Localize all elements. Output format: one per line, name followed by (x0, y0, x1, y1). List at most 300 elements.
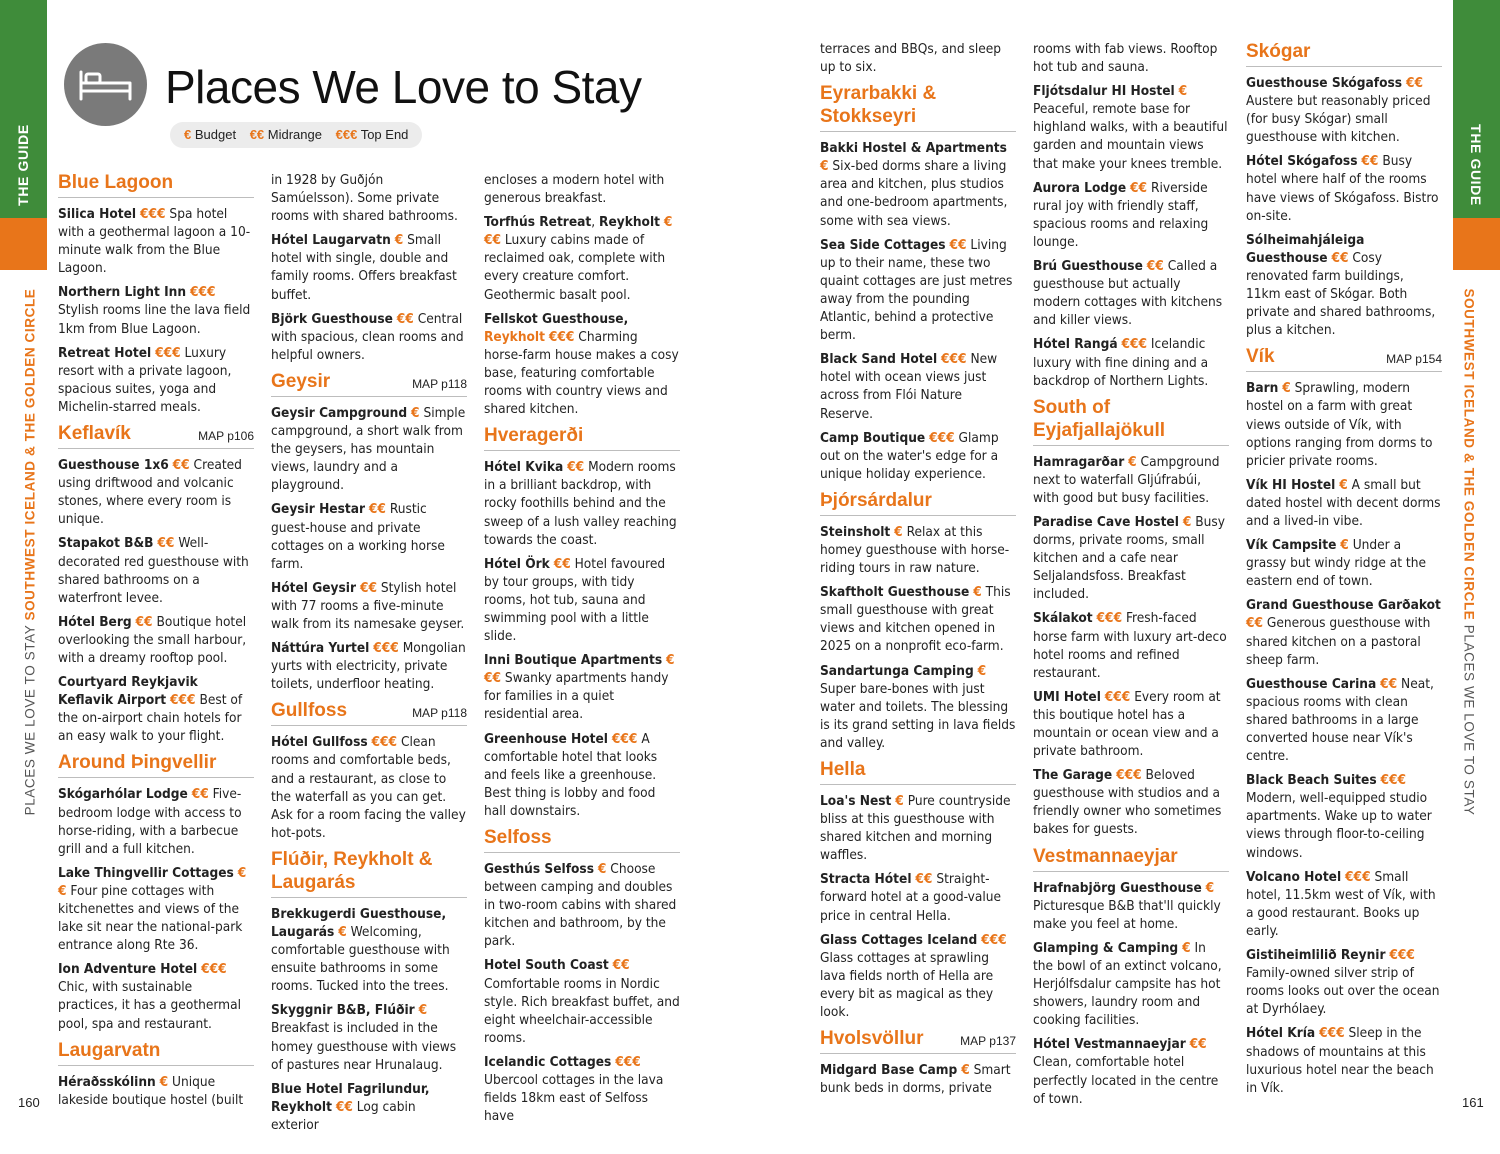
listing-name: Icelandic Cottages (484, 1053, 612, 1070)
listing-name: Black Sand Hotel (820, 351, 938, 368)
page-title: Places We Love to Stay (165, 61, 642, 113)
listing-description: Luxury cabins made of reclaimed oak, complete with every creature comfort. Geothermic basalt pool. (484, 232, 666, 303)
listing-name: Hótel Rangá (1033, 336, 1118, 353)
price-tier: €€€ (140, 206, 166, 222)
section-heading (58, 171, 254, 198)
listing-entry (271, 1080, 467, 1134)
section-heading (1033, 396, 1229, 446)
listing-name: Northern Light Inn (58, 284, 187, 301)
listing-entry (271, 1001, 467, 1073)
listing-entry (484, 555, 680, 645)
listing-name: Lake Thingvellir Cottages (58, 864, 234, 881)
listing-description: Every room at this boutique hotel has a mountain or ocean view and a private bathroom. (1033, 688, 1221, 760)
listing-description: Family-owned silver strip of rooms looks out over the ocean at Dyrhólaey. (1246, 965, 1440, 1018)
listing-entry (484, 458, 680, 548)
map-reference: MAP p137 (960, 1034, 1016, 1049)
page-number-right: 161 (1462, 1095, 1484, 1110)
listing-description: Charming horse-farm house makes a cosy base, featuring comfortable rooms with country views and shared kitchen. (484, 328, 679, 418)
price-tier: €€€ (941, 351, 967, 368)
price-tier: €€€ (484, 652, 675, 687)
listing-entry (820, 236, 1016, 345)
listing-description: Created using driftwood and volcanic stones, where every room is unique. (58, 457, 242, 528)
section-heading-text: Around Þingvellir (58, 752, 217, 774)
listing-name: Glamping & Camping (1033, 939, 1179, 956)
listing-name: Sea Side Cottages (820, 236, 946, 253)
price-tier: €€ (396, 310, 414, 327)
listing-entry (1033, 609, 1229, 681)
listing-entry: Torfhús Retreat, Reykholt €€€ Luxury cabins made of reclaimed oak, complete with every creature comfort. Geothermic basalt pool. (484, 214, 673, 303)
legend-topend-symbol: €€€ (335, 127, 358, 142)
listing-entry (271, 231, 467, 303)
running-head-prefix: PLACES WE LOVE TO STAY (1461, 624, 1477, 816)
legend-topend-label: Top End (360, 127, 409, 142)
listing-entry (58, 673, 254, 745)
listing-name: Glass Cottages Iceland (820, 931, 978, 948)
listing-name: Fellskot Guesthouse, (484, 310, 629, 327)
price-tier: € (977, 662, 987, 679)
listing-name: Hótel Gullfoss (271, 734, 368, 751)
map-reference: MAP p118 (412, 706, 467, 721)
continued-text: rooms with fab views. Rooftop hot tub and sauna. (1033, 41, 1218, 76)
price-tier: €€€ (1380, 772, 1407, 789)
price-tier: €€ (335, 1098, 353, 1115)
price-tier: € (1182, 513, 1192, 530)
listing-name: Aurora Lodge (1033, 179, 1127, 196)
price-legend (170, 122, 422, 148)
listing-entry (1033, 179, 1229, 251)
listing-description: Glamp out on the water's edge for a unique holiday experience. (820, 429, 999, 482)
listing-description: Four pine cottages with kitchenettes and views of the lake sit near the national-park entrance along Rte 36. (58, 882, 243, 954)
listing-name: Retreat Hotel (58, 344, 152, 361)
price-tier: €€ (1380, 675, 1398, 692)
price-tier: € (1128, 453, 1137, 470)
listing-name: Camp Boutique (820, 429, 926, 446)
listing-description: Beloved guesthouse with studios and a friendly owner who sometimes bakes for guests. (1033, 767, 1222, 838)
listing-name: Sólheimahjáleiga Guesthouse (1246, 231, 1365, 266)
price-tier: €€ (1130, 179, 1148, 196)
price-tier: €€€ (615, 1053, 641, 1070)
listing-description: In the bowl of an extinct volcano, Herjólfsdalur campsite has hot showers, laundry room and cooking facilities. (1033, 939, 1222, 1029)
listing-description: Modern rooms in a brilliant backdrop, with rocky foothills behind and the sweep of a lush valley reaching towards the coast. (484, 459, 677, 548)
listing-entry (484, 310, 680, 419)
listing-description: Central with spacious, clean rooms and helpful owners. (271, 310, 464, 363)
listing-description: Small hotel, 11.5km west of Vík, with a good restaurant. Books up early. (1246, 868, 1436, 939)
price-tier: € (894, 523, 903, 540)
listing-description: Neat, spacious rooms with clean shared bathrooms in a large converted house near Vík's centre. (1246, 675, 1434, 765)
listing-entry (58, 785, 254, 857)
listing-entry (820, 350, 1016, 422)
running-head-region: SOUTHWEST ICELAND & THE GOLDEN CIRCLE (1461, 288, 1477, 621)
price-tier: € (338, 924, 347, 940)
section-heading-text: Skógar (1246, 41, 1311, 62)
listing-description: Pure countryside bliss at this guesthouse with shared kitchen and morning waffles. (820, 793, 1011, 864)
section-heading (820, 489, 1016, 516)
listing-name: Geysir Hestar (271, 501, 366, 518)
listing-description: Choose between camping and doubles in two-room cabins with shared kitchen and bathroom, by the park. (484, 861, 677, 950)
listing-name: Hótel Skógafoss (1246, 153, 1358, 170)
listing-name: Silica Hotel (58, 206, 137, 222)
listing-name: Vík HI Hostel (1246, 476, 1336, 493)
listing-description: Chic, with sustainable practices, it has a geothermal pool, spa and restaurant. (58, 979, 241, 1032)
price-tier: € (973, 584, 982, 601)
listing-name: UMI Hotel (1033, 688, 1101, 705)
listing-description: New hotel with ocean views just across from Flói Nature Reserve. (820, 351, 998, 422)
section-heading (58, 422, 254, 449)
listing-name: Greenhouse Hotel (484, 730, 608, 747)
listing-description: Boutique hotel overlooking the small harbour, with a dreamy rooftop pool. (58, 613, 247, 666)
listing-name: Stracta Hótel (820, 871, 912, 888)
listing-description: Ubercool cottages in the lava fields 18km east of Selfoss have (484, 1072, 664, 1125)
price-tier: €€ (368, 501, 386, 518)
listing-name: Hamragarðar (1033, 453, 1125, 470)
listing-description: Clean, comfortable hotel perfectly located in the centre of town. (1033, 1054, 1219, 1107)
price-tier: €€€ (981, 931, 1007, 948)
section-heading-text: Hella (820, 759, 866, 780)
listing-entry (271, 639, 467, 693)
map-reference: MAP p106 (198, 429, 254, 444)
listing-entry (58, 205, 254, 277)
listing-description: Five-bedroom lodge with access to horse-riding, with a barbecue grill and a full kitchen. (58, 786, 242, 857)
listing-entry (271, 733, 467, 842)
section-heading-text: Blue Lagoon (58, 172, 174, 193)
price-tier: €€ (915, 871, 933, 888)
listing-name: Hótel Kría (1246, 1025, 1316, 1042)
listing-name: Björk Guesthouse (271, 310, 393, 327)
listing-entry (484, 956, 680, 1046)
listing-name: Náttúra Yurtel (271, 640, 370, 657)
listing-name: Paradise Cave Hostel (1033, 513, 1179, 530)
listing-name: Skaftholt Guesthouse (820, 584, 970, 601)
section-heading-text: Vestmannaeyjar (1033, 845, 1178, 867)
section-heading (820, 1027, 1016, 1054)
listing-description: Fresh-faced horse farm with luxury art-deco hotel rooms and refined restaurant. (1033, 610, 1227, 681)
listing-entry (820, 583, 1016, 655)
price-tier: € (394, 232, 404, 249)
listing-description: Sleep in the shadows of mountains at this luxurious hotel near the beach in Vík. (1246, 1025, 1434, 1096)
section-heading-text: South of Eyjafjallajökull (1033, 396, 1165, 441)
section-heading-text: Vík (1246, 346, 1275, 368)
listing-entry (58, 864, 254, 954)
price-tier: € (1205, 879, 1215, 896)
listing-location: Reykholt (484, 328, 545, 345)
listing-entry (271, 905, 467, 995)
listing-name: Inni Boutique Apartments (484, 652, 663, 669)
listing-name: Guesthouse Carina (1246, 675, 1377, 692)
column-4 (820, 40, 1016, 1103)
section-heading-text: Hvolsvöllur (820, 1028, 924, 1050)
map-reference: MAP p154 (1386, 352, 1442, 367)
listing-entry (58, 456, 254, 528)
price-tier: € (895, 793, 904, 809)
listing-description: Rustic guest-house and private cottages on a working horse farm. (271, 501, 445, 572)
listing-name: Midgard Base Camp (820, 1062, 958, 1079)
listing-description: Peaceful, remote base for highland walks, with a beautiful garden and mountain views that make your knees tremble. (1033, 101, 1228, 172)
listing-name: Hótel Berg (58, 613, 132, 630)
column-6 (1246, 40, 1442, 1103)
price-tier: €€€ (1116, 767, 1142, 784)
section-heading-text: Hveragerði (484, 425, 584, 447)
price-tier: €€ (1405, 75, 1424, 91)
listing-entry (820, 870, 1016, 924)
listing-name: Fljótsdalur HI Hostel (1033, 83, 1175, 100)
price-tier: €€€ (929, 429, 955, 446)
price-tier: €€€ (170, 692, 196, 709)
listing-name: Gistiheimlilið Reynir (1246, 947, 1386, 964)
listing-description: Super bare-bones with just water and toilets. The blessing is its grand setting in lava fields and valley. (820, 680, 1016, 751)
section-heading (271, 699, 467, 726)
price-tier: € (961, 1062, 970, 1079)
listing-entry (1246, 946, 1442, 1018)
price-tier: € (411, 404, 420, 421)
page-number-left: 160 (18, 1095, 40, 1110)
listing-description: Comfortable rooms in Nordic style. Rich breakfast buffet, and eight wheelchair-accessible rooms. (484, 975, 680, 1046)
column-5 (1033, 40, 1229, 1114)
legend-budget-label: Budget (194, 127, 237, 142)
legend-midrange-label: Midrange (267, 127, 322, 142)
listing-description: Riverside rural joy with friendly staff, spacious rooms and relaxing lounge. (1033, 179, 1209, 250)
price-tier: €€ (567, 459, 585, 476)
section-heading (484, 826, 680, 853)
listing-entry (271, 500, 467, 572)
listing-description: Smart bunk beds in dorms, private (820, 1062, 1011, 1097)
price-tier: €€ (612, 957, 630, 974)
listing-description: Busy hotel where half of the rooms have views of Skógafoss. Bistro on-site. (1246, 153, 1439, 224)
listing-name: Hótel Geysir (271, 579, 357, 596)
price-tier: €€€ (371, 734, 398, 751)
continued-text: in 1928 by Guðjón Samúelsson). Some private rooms with shared bathrooms. (271, 172, 458, 225)
listing-description: Called a guesthouse but actually modern cottages with kitchens and killer views. (1033, 258, 1223, 329)
listing-entry (820, 931, 1016, 1021)
listing-description: Straight-forward hotel at a good-value price in central Hella. (820, 871, 1002, 924)
listing-entry (1246, 152, 1442, 224)
section-heading-text: Keflavík (58, 423, 131, 445)
listing-description: Six-bed dorms share a living area and kitchen, plus studios and one-bedroom apartments, some with sea views. (820, 158, 1008, 229)
section-heading (1246, 345, 1442, 372)
listing-entry (484, 730, 680, 820)
section-heading-text: Gullfoss (271, 700, 348, 722)
price-tier: € (820, 158, 829, 175)
listing-entry (484, 651, 680, 723)
running-head-prefix: PLACES WE LOVE TO STAY (22, 624, 38, 816)
listing-name: Gesthús Selfoss (484, 861, 594, 877)
price-tier: €€ (172, 457, 190, 474)
section-heading (271, 370, 467, 397)
listing-entry (58, 613, 254, 667)
listing-name: Grand Guesthouse Garðakot (1246, 597, 1441, 614)
price-tier: € (597, 861, 607, 877)
listing-entry (1033, 257, 1229, 329)
listing-description: Clean rooms and comfortable beds, and a restaurant, as close to the waterfall as you can get. Ask for a room facing the valley hot-pots. (271, 734, 466, 841)
listing-description: Mongolian yurts with electricity, private toilets, underfloor heating. (271, 640, 466, 693)
price-tier: €€€ (201, 961, 227, 978)
listing-entry (1033, 766, 1229, 838)
price-tier: €€€ (611, 730, 638, 747)
listing-name: Bakki Hostel & Apartments (820, 140, 1007, 157)
listing-name: Guesthouse 1x6 (58, 457, 169, 474)
listing-entry (1246, 74, 1442, 146)
continued-text: encloses a modern hotel with generous breakfast. (484, 172, 665, 207)
price-tier: €€ (359, 579, 377, 596)
section-heading (58, 1039, 254, 1066)
price-tier: €€€ (1319, 1025, 1345, 1042)
price-tier: €€€ (373, 640, 399, 657)
listing-entry (1246, 476, 1442, 530)
listing-entry (1033, 513, 1229, 603)
column-1 (58, 171, 254, 1115)
listing-name: Volcano Hotel (1246, 868, 1342, 885)
listing-name: Hotel South Coast (484, 957, 609, 974)
price-tier: €€ (1246, 615, 1264, 632)
running-head-region: SOUTHWEST ICELAND & THE GOLDEN CIRCLE (22, 288, 38, 621)
price-tier: €€ (1331, 249, 1349, 266)
listing-name: Héraðsskólinn (58, 1073, 156, 1090)
section-heading (820, 82, 1016, 132)
listing-name: Brú Guesthouse (1033, 258, 1143, 275)
listing-entry (58, 1073, 254, 1109)
listing-name: Vík Campsite (1246, 537, 1337, 554)
listing-entry (820, 1061, 1016, 1097)
price-tier: € (418, 1002, 428, 1019)
listing-entry (820, 792, 1016, 864)
listing-description: Modern, well-equipped studio apartments. Wake up to water views through floor-to-ceiling windows. (1246, 790, 1432, 861)
listing-description: Glass cottages at sprawling lava fields north of Hella are every bit as magical as they look. (820, 949, 994, 1021)
price-tier: € (1282, 380, 1291, 397)
listing-description: Cosy renovated farm buildings, 11km east of Skógar. Both private and shared bathrooms, plus a kitchen. (1246, 249, 1436, 339)
section-heading (271, 848, 467, 898)
price-tier: €€ (58, 864, 247, 899)
listing-description: Luxury resort with a private lagoon, spacious suites, yoga and Michelin-starred meals. (58, 344, 232, 415)
listing-entry (1246, 1024, 1442, 1096)
listing-entry (484, 1053, 680, 1125)
listing-entry (58, 534, 254, 606)
section-heading-text: Selfoss (484, 827, 552, 848)
listing-description: Picturesque B&B that'll quickly make you feel at home. (1033, 897, 1221, 932)
listing-description: Living up to their name, these two quaint cottages are just metres away from the pounding Atlantic, behind a protective berm. (820, 236, 1013, 344)
listing-name: Skyggnir B&B, Flúðir (271, 1002, 415, 1019)
section-heading-text: Geysir (271, 370, 331, 392)
listing-entry (58, 960, 254, 1032)
bed-icon (64, 43, 147, 126)
listing-name: Geysir Campground (271, 404, 408, 421)
listing-description: Under a grassy but windy ridge at the eastern end of town. (1246, 537, 1426, 590)
listing-name: Hótel Örk (484, 555, 550, 572)
section-heading (1033, 845, 1229, 872)
listing-entry (1246, 536, 1442, 590)
price-tier: €€ (949, 236, 967, 253)
listing-name: Skálakot (1033, 610, 1093, 627)
listing-entry (1246, 868, 1442, 940)
price-tier: €€€ (1345, 868, 1371, 885)
price-tier: € (1340, 537, 1349, 554)
listing-entry (58, 283, 254, 337)
price-tier: € (1339, 476, 1348, 493)
listing-description: Best of the on-airport chain hotels for an easy walk to your flight. (58, 692, 243, 745)
listing-entry (1246, 675, 1442, 765)
listing-name: Black Beach Suites (1246, 772, 1377, 789)
listing-entry (1033, 879, 1229, 933)
guide-tab-label-right: THE GUIDE (1468, 124, 1484, 206)
price-tier: €€€ (1096, 610, 1123, 627)
listing-entry (484, 860, 680, 950)
price-tier: €€ (1189, 1036, 1207, 1053)
listing-name: Skógarhólar Lodge (58, 786, 188, 803)
listing-description: A small but dated hostel with decent dorms and a lived-in vibe. (1246, 476, 1441, 529)
listing-name: Hótel Kvika (484, 459, 564, 476)
listing-name: Loa's Nest (820, 793, 892, 809)
price-tier: €€ (135, 613, 153, 630)
listing-entry (820, 662, 1016, 752)
price-tier: € (159, 1073, 169, 1090)
listing-entry (1246, 379, 1442, 469)
listing-entry (58, 344, 254, 416)
price-tier: €€ (191, 786, 209, 803)
listing-description: Generous guesthouse with shared kitchen on a pastoral sheep farm. (1246, 615, 1431, 668)
listing-description: Icelandic luxury with fine dining and a backdrop of Northern Lights. (1033, 336, 1209, 389)
column-2 (271, 171, 467, 1140)
map-reference: MAP p118 (412, 376, 467, 391)
listing-entry (271, 310, 467, 364)
listing-description: Log cabin exterior (271, 1098, 416, 1133)
listing-entry (1033, 82, 1229, 172)
listing-name: Brekkugerdi Guesthouse, Laugarás (271, 905, 447, 940)
listing-entry (1033, 453, 1229, 507)
listing-name: Barn (1246, 380, 1279, 397)
listing-description: Unique lakeside boutique hostel (built (58, 1073, 244, 1108)
listing-description: Spa hotel with a geothermal lagoon a 10-minute walk from the Blue Lagoon. (58, 206, 251, 277)
listing-description: Welcoming, comfortable guesthouse with ensuite bathrooms in some rooms. Tucked into the trees. (271, 924, 450, 995)
price-tier: €€ (1146, 258, 1164, 275)
listing-name: Guesthouse Skógafoss (1246, 75, 1403, 91)
listing-entry (1033, 939, 1229, 1029)
listing-description: Small hotel with single, double and family rooms. Offers breakfast buffet. (271, 232, 457, 303)
listing-entry (271, 579, 467, 633)
guide-tab-label-left: THE GUIDE (15, 124, 31, 206)
price-tier: €€ (553, 555, 571, 572)
listing-description: Hotel favoured by tour groups, with tidy rooms, hot tub, sauna and swimming pool with a little slide. (484, 555, 666, 645)
legend-budget-symbol: € (184, 127, 192, 142)
listing-name: Steinsholt (820, 523, 891, 540)
listing-entry (1033, 688, 1229, 760)
listing-name: Ion Adventure Hotel (58, 961, 198, 978)
price-tier: €€€ (1389, 947, 1415, 964)
legend-midrange-symbol: €€ (249, 127, 265, 142)
continued-text: terraces and BBQs, and sleep up to six. (820, 41, 1002, 76)
listing-description: Campground next to waterfall Gljúfrabúi, with good but busy facilities. (1033, 453, 1220, 506)
listing-name: The Garage (1033, 767, 1113, 784)
listing-description: This small guesthouse with great views and kitchen opened in 2025 on a nonprofit eco-farm. (820, 584, 1011, 655)
running-head-left (23, 289, 38, 816)
listing-name: Stapakot B&B (58, 535, 154, 552)
price-tier: €€€ (1121, 336, 1148, 353)
listing-name: Courtyard Reykjavik Keflavik Airport (58, 674, 198, 709)
price-tier: €€€ (1104, 688, 1131, 705)
listing-description: Busy dorms, private rooms, small kitchen and a cafe near Seljalandsfoss. Breakfast included. (1033, 513, 1225, 603)
section-heading-text: Eyrarbakki & Stokkseyri (820, 83, 937, 128)
listing-name: Hótel Vestmannaeyjar (1033, 1036, 1186, 1053)
listing-description: Swanky apartments handy for families in a quiet residential area. (484, 670, 669, 723)
section-heading (820, 758, 1016, 785)
listing-entry (1246, 771, 1442, 861)
listing-name-location: Reykholt (599, 214, 660, 231)
listing-name: Hótel Laugarvatn (271, 232, 391, 249)
listing-entry (1033, 1035, 1229, 1107)
price-tier: € (1182, 939, 1191, 956)
price-tier: €€ (157, 535, 175, 552)
listing-name: Sandartunga Camping (820, 662, 974, 679)
listing-name: Torfhús Retreat (484, 214, 592, 231)
price-tier: €€€ (155, 344, 181, 361)
price-tier: €€ (1361, 153, 1379, 170)
